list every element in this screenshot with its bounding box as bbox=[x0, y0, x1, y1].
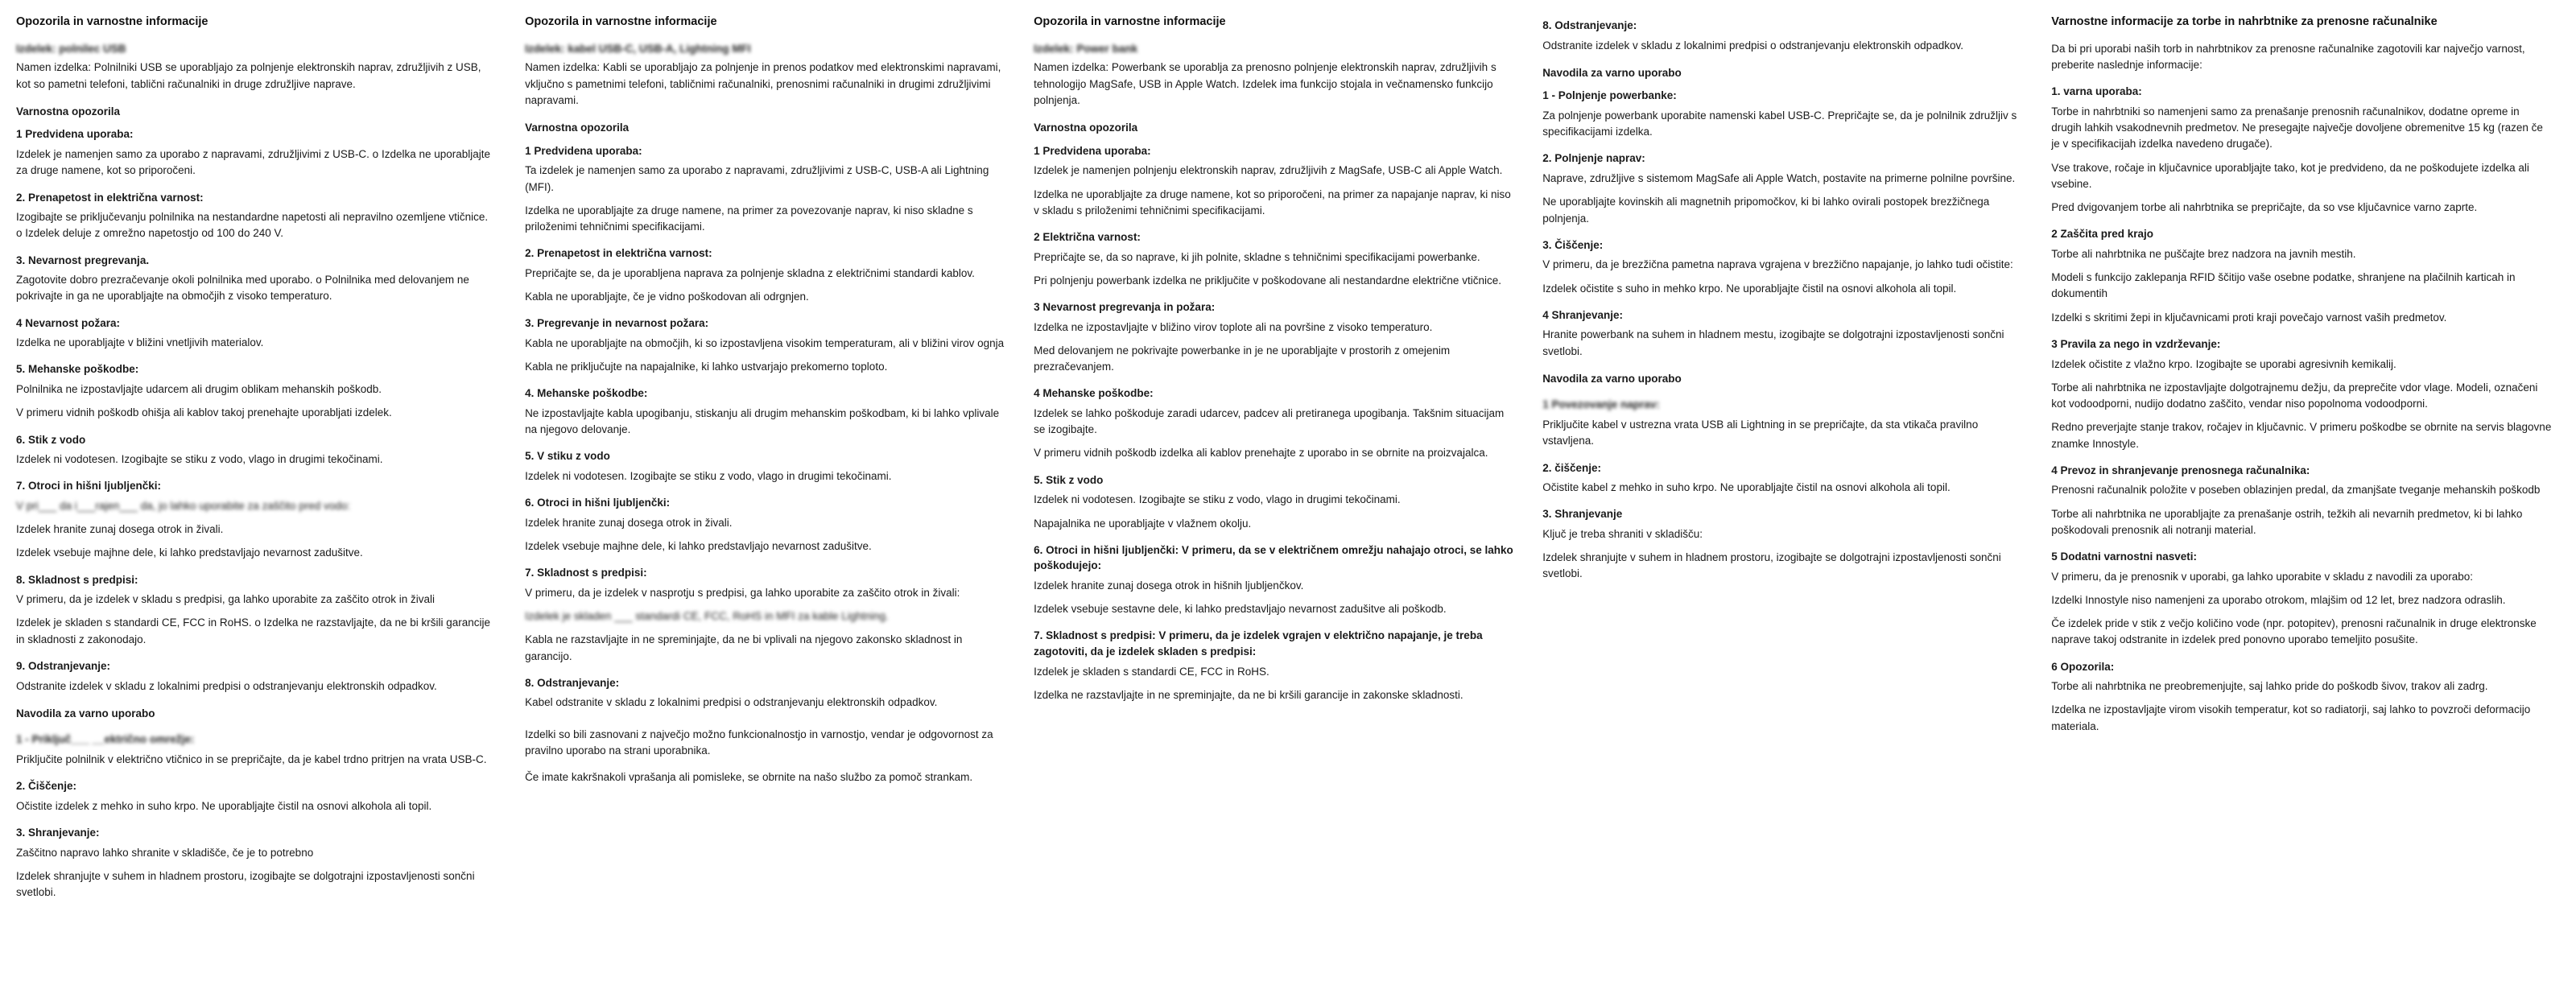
item-text: Prenosni računalnik položite v poseben oblazinjen predal, da zmanjšate tveganje mehanskih poškodb bbox=[2051, 484, 2541, 497]
page-title: Varnostne informacije za torbe in nahrbtnike za prenosne računalnike bbox=[2051, 15, 2438, 28]
item-heading: 4 Nevarnost požara: bbox=[16, 316, 121, 329]
item-text: Izdelek shranjujte v suhem in hladnem prostoru, izogibajte se dolgotrajni izpostavljenosti sončni svetlobi. bbox=[1542, 551, 2001, 580]
item-text: Priključite polnilnik v električno vtičnico in se prepričajte, da je kabel trdno pritrjen na vrata USB-C. bbox=[16, 752, 487, 765]
item-text: Polnilnika ne izpostavljajte udarcem ali drugim oblikam mehanskih poškodb. bbox=[16, 383, 382, 396]
item-heading: 8. Skladnost s predpisi: bbox=[16, 573, 138, 586]
section-heading-warnings: Varnostna opozorila bbox=[1034, 122, 1138, 134]
item-heading: 4 Shranjevanje: bbox=[1542, 308, 1623, 321]
item-heading: 6. Stik z vodo bbox=[16, 433, 86, 446]
item-text: Izdelek vsebuje sestavne dele, ki lahko predstavljajo nevarnost zadušitve ali poškodb. bbox=[1034, 603, 1447, 616]
item-heading: 2. Čiščenje: bbox=[16, 780, 77, 793]
item-text: Kabla ne uporabljajte na območjih, ki so izpostavljena visokim temperaturam, ali v bližini virov ognja bbox=[525, 336, 1005, 349]
column-cable bbox=[525, 14, 1034, 998]
item-text: Vse trakove, ročaje in ključavnice uporabljajte tako, kot je predvideno, da ne poškodujete izdelka ali vsebine. bbox=[2051, 161, 2529, 190]
item-text: Torbe in nahrbtniki so namenjeni samo za prenašanje prenosnih računalnikov, dodatne opreme in drugih lahkih vsakodnevnih predmetov. Ne presegajte največje dovoljene obremenitve 15 kg (razen če je v specifikacijah izdelka navedeno drugače). bbox=[2051, 105, 2543, 150]
item-heading: 1 - Polnjenje powerbanke: bbox=[1542, 89, 1677, 102]
item-heading: 5 Dodatni varnostni nasveti: bbox=[2051, 550, 2198, 563]
item-heading: 5. V stiku z vodo bbox=[525, 450, 610, 463]
intro-paragraph: Da bi pri uporabi naših torb in nahrbtnikov za prenosne računalnike zagotovili kar največjo varnost, preberite naslednje informacije: bbox=[2051, 42, 2525, 72]
item-heading: 3. Pregrevanje in nevarnost požara: bbox=[525, 317, 709, 330]
item-text: Odstranite izdelek v skladu z lokalnimi predpisi o odstranjevanju elektronskih odpadkov. bbox=[16, 679, 437, 692]
item-text: Izdelka ne uporabljajte za druge namene, kot so priporočeni, na primer za napajanje naprav, ki niso v skladu s priloženimi tehničnimi specifikacijami. bbox=[1034, 188, 1511, 216]
section-heading-usage-cable: Navodila za varno uporabo bbox=[1542, 372, 1682, 385]
item-text: Izogibajte se priključevanju polnilnika na nestandardne napetosti ali nepravilno ozemljene vtičnice. o Izdelek deluje z omrežno napetostjo od 100 do 240 V. bbox=[16, 211, 489, 240]
item-text: V primeru, da je brezžična pametna naprava vgrajena v brezžično napajanje, jo lahko tudi očistite: bbox=[1542, 258, 2013, 271]
item-heading: 1 Predvidena uporaba: bbox=[525, 144, 642, 157]
item-text: V primeru, da je prenosnik v uporabi, ga lahko uporabite v skladu z navodili za uporabo: bbox=[2051, 570, 2474, 583]
item-text: V primeru vidnih poškodb izdelka ali kablov prenehajte z uporabo in se obrnite na proizvajalca. bbox=[1034, 447, 1488, 460]
item-heading: 5. Mehanske poškodbe: bbox=[16, 363, 139, 376]
item-heading: 6 Opozorila: bbox=[2051, 660, 2115, 673]
section-heading-warnings: Varnostna opozorila bbox=[525, 122, 630, 134]
item-text: Izdelek ni vodotesen. Izogibajte se stiku z vodo, vlago in drugimi tekočinami. bbox=[1034, 493, 1401, 506]
intro-paragraph: Namen izdelka: Kabli se uporabljajo za polnjenje in prenos podatkov med elektronskimi napravami, vključno s pametnimi telefoni, tabličnimi računalniki, prenosnimi računalniki in drugimi združljivimi napravami. bbox=[525, 61, 1001, 106]
item-text: Izdelek hranite zunaj dosega otrok in hišnih ljubljenčkov. bbox=[1034, 579, 1304, 592]
product-label: Izdelek: kabel USB-C, USB-A, Lightning MFI bbox=[525, 42, 751, 55]
item-heading: 4 Prevoz in shranjevanje prenosnega računalnika: bbox=[2051, 464, 2310, 476]
item-text: Hranite powerbank na suhem in hladnem mestu, izogibajte se dolgotrajni izpostavljenosti sončni svetlobi. bbox=[1542, 328, 2004, 357]
item-text: Napajalnika ne uporabljajte v vlažnem okolju. bbox=[1034, 517, 1252, 530]
item-heading-obscured: 1 Povezovanje naprav: bbox=[1542, 398, 1660, 411]
item-heading: 4. Mehanske poškodbe: bbox=[525, 387, 648, 400]
footer-note: Če imate kakršnakoli vprašanja ali pomisleke, se obrnite na našo službo za pomoč strankam. bbox=[525, 771, 973, 784]
item-text: Izdelek ni vodotesen. Izogibajte se stiku z vodo, vlago in drugimi tekočinami. bbox=[16, 453, 383, 466]
item-text: Izdelek hranite zunaj dosega otrok in živali. bbox=[16, 523, 224, 536]
item-text: Ne izpostavljajte kabla upogibanju, stiskanju ali drugim mehanskim poškodbam, ki bi lahko vplivale na njegovo delovanje. bbox=[525, 406, 1000, 436]
column-powerbank-continued bbox=[1542, 14, 2051, 998]
item-text: V primeru, da je izdelek v nasprotju s predpisi, ga lahko uporabite za zaščito otrok in živali: bbox=[525, 586, 960, 599]
column-powerbank bbox=[1034, 14, 1542, 998]
item-heading: 2 Zaščita pred krajo bbox=[2051, 228, 2154, 241]
item-text: Izdelek očistite s suho in mehko krpo. Ne uporabljajte čistil na osnovi alkohola ali topil. bbox=[1542, 282, 1957, 295]
item-heading: 1 Predvidena uporaba: bbox=[16, 128, 134, 141]
item-text-obscured: Izdelek je skladen ___ standardi CE, FCC, RoHS in MFI za kable Lightning. bbox=[525, 610, 889, 623]
item-text: Torbe ali nahrbtnika ne preobremenjujte, saj lahko pride do poškodb šivov, trakov ali zadrg. bbox=[2051, 680, 2488, 693]
item-text: Prepričajte se, da je uporabljena naprava za polnjenje skladna z električnimi standardi kablov. bbox=[525, 266, 975, 279]
item-heading: 2. Prenapetost in električna varnost: bbox=[525, 247, 712, 260]
item-text: Izdelka ne izpostavljajte virom visokih temperatur, kot so radiatorji, saj lahko to povzroči deformacijo materiala. bbox=[2051, 703, 2531, 732]
item-heading: 3 Pravila za nego in vzdrževanje: bbox=[2051, 337, 2221, 350]
item-heading: 3. Shranjevanje bbox=[1542, 508, 1623, 521]
item-heading: 4 Mehanske poškodbe: bbox=[1034, 387, 1154, 400]
item-text: Izdelek se lahko poškoduje zaradi udarcev, padcev ali pretiranega upogibanja. Takšnim situacijam se izogibajte. bbox=[1034, 406, 1505, 436]
item-text: Očistite izdelek z mehko in suho krpo. Ne uporabljajte čistil na osnovi alkohola ali topil. bbox=[16, 799, 432, 812]
item-heading: 2. Prenapetost in električna varnost: bbox=[16, 191, 204, 204]
column-charger bbox=[16, 14, 525, 998]
item-heading: 7. Skladnost s predpisi: bbox=[525, 567, 647, 579]
item-text: Pri polnjenju powerbank izdelka ne priključite v poškodovane ali nestandardne električne vtičnice. bbox=[1034, 274, 1501, 287]
product-label: Izdelek: Power bank bbox=[1034, 42, 1138, 55]
item-heading: 3. Shranjevanje: bbox=[16, 826, 100, 839]
item-text: Torbe ali nahrbtnika ne izpostavljajte dolgotrajnemu dežju, da preprečite vdor vlage. Modeli, označeni kot vodoodporni, nudijo dodatno zaščito, vendar niso popolnoma vodoodporni. bbox=[2051, 381, 2538, 410]
item-text: Modeli s funkcijo zaklepanja RFID ščitijo vaše osebne podatke, shranjene na plačilnih karticah in dokumentih bbox=[2051, 271, 2516, 300]
page-title: Opozorila in varnostne informacije bbox=[16, 15, 208, 28]
item-text: Pred dvigovanjem torbe ali nahrbtnika se prepričajte, da so vse ključavnice varno zaprte. bbox=[2051, 201, 2478, 214]
item-heading: 2. Polnjenje naprav: bbox=[1542, 152, 1645, 165]
item-text: Ta izdelek je namenjen samo za uporabo z napravami, združljivimi z USB-C, USB-A ali Lightning (MFI). bbox=[525, 164, 989, 193]
item-text: Očistite kabel z mehko in suho krpo. Ne uporabljajte čistil na osnovi alkohola ali topil. bbox=[1542, 481, 1951, 494]
item-heading: 7. Skladnost s predpisi: V primeru, da je izdelek vgrajen v električno napajanje, je treba zagotoviti, da je izdelek skladen s predpisi: bbox=[1034, 629, 1483, 658]
item-text: Izdelek vsebuje majhne dele, ki lahko predstavljajo nevarnost zadušitve. bbox=[16, 546, 363, 559]
intro-paragraph: Namen izdelka: Powerbank se uporablja za prenosno polnjenje elektronskih naprav, združljivih s tehnologijo MagSafe, USB in Apple Watch. Izdelek ima funkcijo stojala in večnamensko funkcijo polnjenja. bbox=[1034, 61, 1496, 106]
item-heading: 2 Električna varnost: bbox=[1034, 231, 1141, 244]
item-text: Izdelek je namenjen samo za uporabo z napravami, združljivimi z USB-C. o Izdelka ne uporabljajte za druge namene, kot so priporočeni. bbox=[16, 148, 491, 177]
item-text: Izdelka ne uporabljajte za druge namene, na primer za povezovanje naprav, ki niso skladne s priloženimi tehničnimi specifikacijami. bbox=[525, 204, 973, 233]
item-text: Ne uporabljajte kovinskih ali magnetnih pripomočkov, ki bi lahko ovirali postopek brezžičnega polnjenja. bbox=[1542, 196, 1990, 225]
item-heading: 3. Čiščenje: bbox=[1542, 238, 1604, 251]
page-title: Opozorila in varnostne informacije bbox=[1034, 15, 1226, 28]
item-heading: 3. Nevarnost pregrevanja. bbox=[16, 254, 150, 266]
item-text: Za polnjenje powerbank uporabite namenski kabel USB-C. Prepričajte se, da je polnilnik združljiv s specifikacijami izdelka. bbox=[1542, 109, 2017, 138]
item-text: Izdelek hranite zunaj dosega otrok in živali. bbox=[525, 516, 733, 529]
item-heading: 2. čiščenje: bbox=[1542, 461, 1601, 474]
item-text: Če izdelek pride v stik z večjo količino vode (npr. potopitev), prenosni računalnik in druge elektronske naprave takoj odstranite in izdelek pred ponovno uporabo temeljito posušite. bbox=[2051, 617, 2537, 646]
item-heading: 1. varna uporaba: bbox=[2051, 85, 2142, 98]
footer-note: Izdelki so bili zasnovani z največjo možno funkcionalnostjo in varnostjo, vendar je odgovornost za pravilno uporabo na strani uporabnika. bbox=[525, 728, 993, 757]
item-text: Prepričajte se, da so naprave, ki jih polnite, skladne s tehničnimi specifikacijami powerbanke. bbox=[1034, 250, 1480, 263]
section-heading-usage: Navodila za varno uporabo bbox=[16, 707, 155, 719]
item-text: Izdelka ne razstavljajte in ne spreminjajte, da ne bi kršili garancije in zakonske skladnosti. bbox=[1034, 688, 1463, 701]
item-text: Naprave, združljive s sistemom MagSafe ali Apple Watch, postavite na primerne polnilne površine. bbox=[1542, 172, 2016, 184]
product-label: Izdelek: polnilec USB bbox=[16, 42, 126, 55]
item-text: Izdelek je skladen s standardi CE, FCC in RoHS. o Izdelka ne razstavljajte, da ne bi kršili garancije in skladnosti z zakonodajo. bbox=[16, 616, 491, 645]
item-text: Izdelka ne uporabljajte v bližini vnetljivih materialov. bbox=[16, 336, 264, 349]
item-heading: 7. Otroci in hišni ljubljenčki: bbox=[16, 480, 162, 493]
item-heading: 8. Odstranjevanje: bbox=[1542, 19, 1637, 31]
item-text: Odstranite izdelek v skladu z lokalnimi predpisi o odstranjevanju elektronskih odpadkov. bbox=[1542, 39, 1963, 52]
item-text: Izdelki Innostyle niso namenjeni za uporabo otrokom, mlajšim od 12 let, brez nadzora odraslih. bbox=[2051, 593, 2506, 606]
item-text-obscured: V pri___ da i___rajen___ da, jo lahko uporabite za zaščito pred vodo: bbox=[16, 499, 351, 512]
item-text: Torbe ali nahrbtnika ne uporabljajte za prenašanje ostrih, težkih ali nevarnih predmetov, ki bi lahko poškodovali prenosnik ali notranji material. bbox=[2051, 507, 2523, 536]
page-title: Opozorila in varnostne informacije bbox=[525, 15, 717, 28]
item-text: Izdelek očistite z vlažno krpo. Izogibajte se uporabi agresivnih kemikalij. bbox=[2051, 357, 2396, 370]
item-text: Torbe ali nahrbtnika ne puščajte brez nadzora na javnih mestih. bbox=[2051, 247, 2356, 260]
item-text: Redno preverjajte stanje trakov, ročajev in ključavnic. V primeru poškodbe se obrnite na servis blagovne znamke Innostyle. bbox=[2051, 421, 2552, 450]
item-text: Kabla ne priključujte na napajalnike, ki lahko ustvarjajo prekomerno toploto. bbox=[525, 361, 888, 373]
item-text: Priključite kabel v ustrezna vrata USB ali Lightning in se prepričajte, da sta vtikača pravilno vstavljena. bbox=[1542, 418, 1979, 447]
item-text: Zaščitno napravo lahko shranite v skladišče, če je to potrebno bbox=[16, 846, 314, 859]
item-text: Izdelek je namenjen polnjenju elektronskih naprav, združljivih z MagSafe, USB-C ali Apple Watch. bbox=[1034, 164, 1503, 177]
item-text: Izdelka ne izpostavljajte v bližino virov toplote ali na površine z visoko temperaturo. bbox=[1034, 320, 1433, 333]
section-heading-usage: Navodila za varno uporabo bbox=[1542, 66, 1682, 79]
item-heading: 1 Predvidena uporaba: bbox=[1034, 144, 1151, 157]
item-text: Izdelki s skritimi žepi in ključavnicami proti kraji povečajo varnost vaših predmetov. bbox=[2051, 311, 2447, 324]
item-text: Zagotovite dobro prezračevanje okoli polnilnika med uporabo. o Polnilnika med delovanjem ne pokrivajte in ga ne uporabljajte na območjih z visoko temperaturo. bbox=[16, 274, 469, 303]
item-text: Kabla ne uporabljajte, če je vidno poškodovan ali odrgnjen. bbox=[525, 291, 809, 303]
item-heading: 3 Nevarnost pregrevanja in požara: bbox=[1034, 301, 1216, 314]
item-text: Izdelek je skladen s standardi CE, FCC in RoHS. bbox=[1034, 665, 1269, 678]
item-text: Izdelek ni vodotesen. Izogibajte se stiku z vodo, vlago in drugimi tekočinami. bbox=[525, 470, 892, 483]
item-heading: 5. Stik z vodo bbox=[1034, 473, 1104, 486]
item-text: Izdelek shranjujte v suhem in hladnem prostoru, izogibajte se dolgotrajni izpostavljenosti sončni svetlobi. bbox=[16, 869, 475, 899]
item-text: V primeru, da je izdelek v skladu s predpisi, ga lahko uporabite za zaščito otrok in živali bbox=[16, 593, 436, 606]
item-text: Kabel odstranite v skladu z lokalnimi predpisi o odstranjevanju elektronskih odpadkov. bbox=[525, 696, 938, 709]
item-text: V primeru vidnih poškodb ohišja ali kablov takoj prenehajte uporabljati izdelek. bbox=[16, 406, 392, 419]
item-heading: 9. Odstranjevanje: bbox=[16, 659, 111, 672]
section-heading-warnings: Varnostna opozorila bbox=[16, 105, 121, 118]
item-text: Ključ je treba shraniti v skladišču: bbox=[1542, 527, 1703, 540]
item-text: Izdelek vsebuje majhne dele, ki lahko predstavljajo nevarnost zadušitve. bbox=[525, 540, 872, 553]
item-heading: 6. Otroci in hišni ljubljenčki: bbox=[525, 497, 671, 509]
item-heading-obscured: 1 - Priključ___ __ektrično omrežje: bbox=[16, 733, 195, 746]
item-text: Kabla ne razstavljajte in ne spreminjajte, da ne bi vplivali na njegovo zakonsko skladnost in garancijo. bbox=[525, 633, 963, 662]
item-heading: 6. Otroci in hišni ljubljenčki: V primeru, da se v električnem omrežju nahajajo otroci, se lahko poškodujejo: bbox=[1034, 543, 1513, 572]
intro-paragraph: Namen izdelka: Polnilniki USB se uporabljajo za polnjenje elektronskih naprav, združljivih z USB, kot so pametni telefoni, tablični računalniki in druge združljive naprave. bbox=[16, 61, 481, 90]
item-text: Med delovanjem ne pokrivajte powerbanke in je ne uporabljajte v prostorih z omejenim prezračevanjem. bbox=[1034, 344, 1451, 373]
item-heading: 8. Odstranjevanje: bbox=[525, 676, 620, 689]
column-bags bbox=[2051, 14, 2560, 998]
